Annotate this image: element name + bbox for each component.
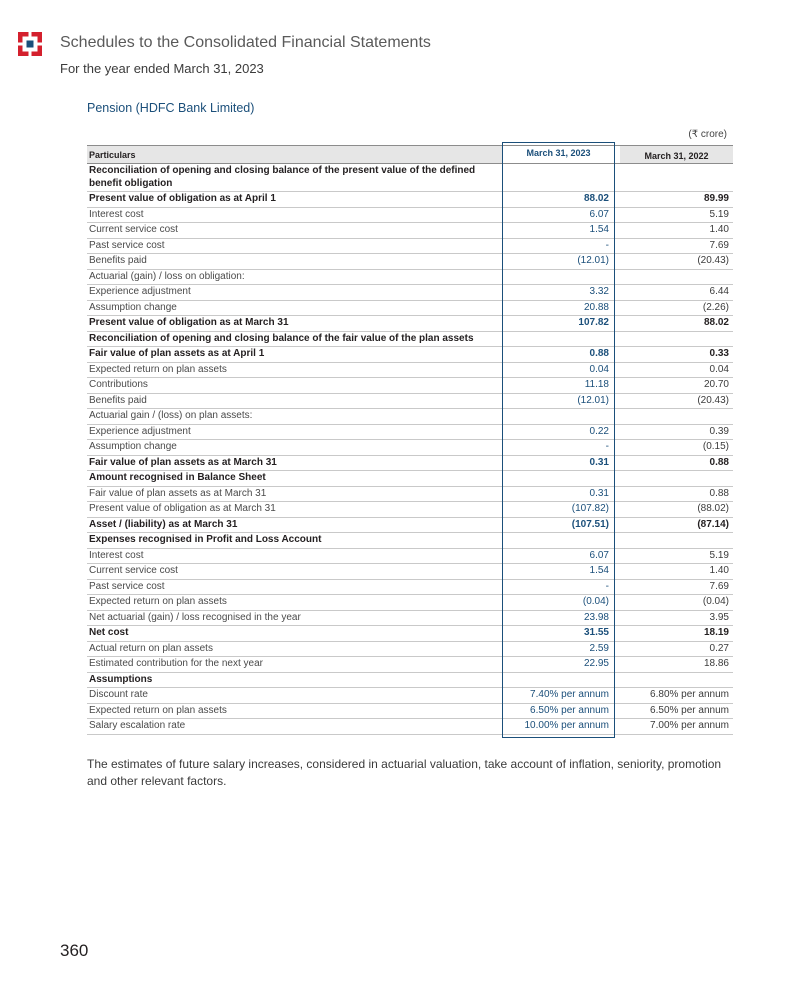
value-2022: 88.02: [703, 317, 729, 328]
page-header-title: Schedules to the Consolidated Financial Statements: [60, 34, 431, 51]
table-row: [87, 580, 733, 596]
value-2023: -: [605, 239, 609, 251]
value-2023: 6.07: [589, 208, 609, 220]
value-2023: 0.31: [589, 487, 609, 499]
row-label: Expected return on plan assets: [89, 363, 227, 375]
table-row: [87, 164, 733, 192]
value-2023: 1.54: [589, 565, 609, 576]
value-2023: 23.98: [583, 611, 609, 623]
table-row: [87, 564, 733, 580]
row-label: Net cost: [89, 627, 129, 638]
value-2022: 0.04: [709, 363, 729, 375]
value-2023: [502, 164, 615, 191]
row-label: Assumption change: [89, 301, 177, 313]
header-march-2022: March 31, 2022: [644, 151, 709, 161]
row-label: Net actuarial (gain) / loss recognised in the year: [89, 611, 301, 623]
value-2023: 20.88: [583, 301, 609, 313]
value-2023: -: [605, 441, 609, 452]
value-2022: 0.27: [709, 642, 729, 654]
row-label: Asset / (liability) as at March 31: [89, 518, 238, 530]
value-2023: (12.01): [577, 394, 609, 406]
table-row: [87, 471, 733, 487]
row-label: Actuarial gain / (loss) on plan assets:: [89, 410, 253, 421]
row-label: Experience adjustment: [89, 425, 191, 437]
value-2022: 89.99: [703, 193, 729, 204]
table-row: [87, 316, 733, 332]
row-label: Fair value of plan assets as at March 31: [89, 487, 267, 499]
value-2023: 31.55: [583, 627, 609, 638]
value-2022: [620, 533, 733, 548]
value-2023: (107.51): [571, 518, 609, 530]
table-row: [87, 533, 733, 549]
table-row: [87, 223, 733, 239]
table-row: [87, 394, 733, 410]
hdfc-logo-icon: [18, 32, 42, 56]
row-label: Benefits paid: [89, 394, 147, 406]
row-label: Fair value of plan assets as at March 31: [89, 456, 277, 468]
table-row: [87, 518, 733, 534]
section-title: Pension (HDFC Bank Limited): [87, 101, 255, 115]
row-label: Amount recognised in Balance Sheet: [89, 472, 266, 483]
value-2022: 18.86: [703, 658, 729, 669]
value-2022: (20.43): [697, 255, 729, 266]
row-label: Fair value of plan assets as at April 1: [89, 348, 265, 359]
footnote: The estimates of future salary increases, considered in actuarial valuation, take account of inflation, seniority, promotion and other relevant factors.: [87, 757, 722, 788]
table-row: [87, 487, 733, 503]
table-row: [87, 208, 733, 224]
value-2023: (107.82): [571, 503, 609, 514]
table-row: [87, 704, 733, 720]
row-label: Expenses recognised in Profit and Loss Account: [89, 534, 322, 545]
row-label: Reconciliation of opening and closing balance of the present value of the defined benefit obligation: [89, 165, 476, 189]
table-row: [87, 239, 733, 255]
value-2023: [502, 270, 615, 285]
table-row: [87, 626, 733, 642]
row-label: Contributions: [89, 379, 148, 390]
row-label: Interest cost: [89, 549, 144, 561]
table-row: [87, 719, 733, 735]
row-label: Interest cost: [89, 208, 144, 220]
table-row: [87, 409, 733, 425]
value-2023: 2.59: [589, 642, 609, 654]
value-2023: [502, 332, 615, 347]
value-2023: 3.32: [589, 286, 609, 297]
row-label: Experience adjustment: [89, 286, 191, 297]
value-2022: 6.44: [709, 286, 729, 297]
row-label: Current service cost: [89, 224, 178, 235]
value-2022: (0.15): [702, 441, 729, 452]
value-2023: 107.82: [578, 317, 609, 328]
value-2022: 0.33: [709, 348, 729, 359]
value-2022: [620, 270, 733, 285]
value-2022: [620, 332, 733, 347]
row-label: Expected return on plan assets: [89, 596, 227, 607]
row-label: Salary escalation rate: [89, 720, 186, 731]
row-label: Benefits paid: [89, 255, 147, 266]
value-2022: 1.40: [709, 224, 729, 235]
value-2022: [620, 673, 733, 688]
value-2022: 0.39: [709, 425, 729, 437]
page-header-subtitle: For the year ended March 31, 2023: [60, 61, 264, 76]
value-2022: 5.19: [709, 208, 729, 220]
value-2023: 11.18: [584, 379, 609, 390]
row-label: Past service cost: [89, 580, 165, 592]
row-label: Present value of obligation as at March 31: [89, 317, 289, 328]
row-label: Present value of obligation as at April 1: [89, 193, 276, 204]
value-2022: (87.14): [697, 518, 729, 530]
row-label: Current service cost: [89, 565, 178, 576]
value-2022: (20.43): [697, 394, 729, 406]
table-row: [87, 456, 733, 472]
table-row: [87, 425, 733, 441]
value-2023: [502, 673, 615, 688]
value-2023: -: [605, 580, 609, 592]
value-2023: (12.01): [577, 255, 609, 266]
value-2023: 1.54: [589, 224, 609, 235]
value-2023: (0.04): [582, 596, 609, 607]
row-label: Present value of obligation as at March 31: [89, 503, 276, 514]
value-2023: 6.07: [589, 549, 609, 561]
value-2022: 6.50% per annum: [650, 704, 729, 716]
row-label: Reconciliation of opening and closing balance of the fair value of the plan assets: [89, 332, 474, 344]
value-2022: 18.19: [703, 627, 729, 638]
value-2022: 0.88: [709, 487, 729, 499]
value-2023: 0.88: [589, 348, 609, 359]
value-2022: 1.40: [709, 565, 729, 576]
value-2022: (88.02): [697, 503, 729, 514]
table-row: [87, 440, 733, 456]
value-2023: 0.31: [589, 456, 609, 468]
table-row: [87, 549, 733, 565]
table-row: [87, 642, 733, 658]
value-2022: 7.69: [709, 580, 729, 592]
value-2022: [620, 164, 733, 191]
pension-table: [87, 145, 733, 735]
currency-unit-label: (₹ crore): [688, 129, 727, 140]
value-2023: 0.22: [589, 425, 609, 437]
row-label: Actuarial (gain) / loss on obligation:: [89, 270, 245, 282]
table-row: [87, 285, 733, 301]
table-header-row: [87, 145, 733, 164]
value-2022: [620, 471, 733, 486]
row-label: Assumptions: [89, 673, 153, 685]
table-row: [87, 657, 733, 673]
value-2023: [502, 409, 615, 424]
value-2022: 5.19: [709, 549, 729, 561]
table-row: [87, 347, 733, 363]
value-2023: [502, 471, 615, 486]
table-row: [87, 595, 733, 611]
value-2023: 88.02: [583, 193, 609, 204]
row-label: Expected return on plan assets: [89, 704, 227, 716]
table-row: [87, 378, 733, 394]
table-row: [87, 363, 733, 379]
value-2022: (0.04): [702, 596, 729, 607]
page-number: 360: [60, 941, 89, 960]
table-row: [87, 332, 733, 348]
table-body: [87, 164, 733, 735]
header-particulars: Particulars: [89, 150, 136, 160]
value-2022: (2.26): [702, 301, 729, 313]
value-2023: 6.50% per annum: [530, 704, 609, 716]
value-2022: 6.80% per annum: [650, 689, 729, 700]
value-2022: [620, 409, 733, 424]
table-row: [87, 301, 733, 317]
value-2022: 7.00% per annum: [650, 720, 729, 731]
value-2023: [502, 533, 615, 548]
row-label: Past service cost: [89, 239, 165, 251]
table-row: [87, 673, 733, 689]
row-label: Assumption change: [89, 441, 177, 452]
table-row: [87, 502, 733, 518]
value-2022: 0.88: [709, 456, 729, 468]
value-2023: 0.04: [589, 363, 609, 375]
value-2022: 3.95: [709, 611, 729, 623]
table-row: [87, 688, 733, 704]
header-march-2023: March 31, 2023: [502, 146, 615, 163]
table-row: [87, 270, 733, 286]
value-2023: 7.40% per annum: [530, 689, 609, 700]
row-label: Actual return on plan assets: [89, 642, 213, 654]
row-label: Estimated contribution for the next year: [89, 658, 263, 669]
table-row: [87, 611, 733, 627]
value-2022: 7.69: [709, 239, 729, 251]
value-2023: 22.95: [583, 658, 609, 669]
value-2022: 20.70: [703, 379, 729, 390]
table-row: [87, 192, 733, 208]
row-label: Discount rate: [89, 689, 148, 700]
value-2023: 10.00% per annum: [524, 720, 609, 731]
table-row: [87, 254, 733, 270]
